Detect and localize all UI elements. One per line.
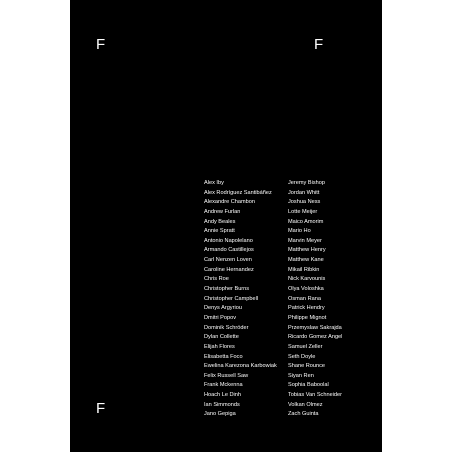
credit-name: Chris Roe <box>204 276 229 283</box>
credit-name: Olya Voloshka <box>288 286 324 293</box>
credit-name: Ewelina Karezona Karbowiak <box>204 363 277 370</box>
credit-name: Matthew Henry <box>288 247 326 254</box>
credit-name: Mikail Ribkin <box>288 266 320 273</box>
credit-name: Jordan Whitt <box>288 189 320 196</box>
credit-name: Osman Rana <box>288 295 321 302</box>
credit-name: Dmitri Popov <box>204 314 237 321</box>
credit-name: Caroline Hernandez <box>204 266 254 273</box>
credits-page <box>70 0 382 452</box>
credit-name: Ian Simmonds <box>204 401 240 408</box>
credit-name: Ricardo Gomez Angel <box>288 334 343 341</box>
credit-name: Elisabetta Foco <box>204 353 243 360</box>
credit-name: Alexandre Chambon <box>204 199 255 206</box>
credits-column-left <box>204 179 277 420</box>
credit-name: Carl Nenzen Loven <box>204 257 252 264</box>
credit-name: Frank Mckenna <box>204 382 243 389</box>
credit-name: Seth Doyle <box>288 353 316 360</box>
credits-column-right <box>288 179 342 420</box>
credit-name: Przemyslaw Sakrajda <box>288 324 342 331</box>
credit-name: Siyan Ren <box>288 372 314 379</box>
credit-name: Christopher Campbell <box>204 295 259 302</box>
credit-name: Alex Rodríguez Santibáñez <box>204 189 272 196</box>
credit-name: Lotte Meijer <box>288 208 318 215</box>
credit-name: Marvin Meyer <box>288 237 322 244</box>
credit-name: Mario Ho <box>288 228 311 235</box>
credit-name: Shane Rounce <box>288 363 326 370</box>
credit-name: Hoach Le Dinh <box>204 392 242 399</box>
corner-letter-top-right: F <box>314 36 324 53</box>
credit-name: Dominik Schröder <box>204 324 249 331</box>
corner-letter-top-left: F <box>96 36 106 53</box>
credit-name: Denys Argyriou <box>204 305 242 312</box>
credit-name: Jano Gepiga <box>204 411 236 418</box>
credit-name: Andrew Furlan <box>204 208 241 215</box>
credit-name: Elijah Flores <box>204 343 235 350</box>
credit-name: Volkan Olmez <box>288 401 323 408</box>
credit-name: Armando Castillejos <box>204 247 254 254</box>
credit-name: Maico Amorim <box>288 218 324 225</box>
credit-name: Dylan Collette <box>204 334 239 341</box>
credit-name: Jeremy Bishop <box>288 180 325 186</box>
credit-name: Tobias Van Schneider <box>288 392 343 399</box>
credit-name: Antonio Napolelano <box>204 237 253 244</box>
credit-name: Andy Beales <box>204 218 236 225</box>
credit-name: Alex Iby <box>204 180 224 186</box>
credit-name: Matthew Kane <box>288 257 324 264</box>
credit-name: Zach Guinta <box>288 411 319 418</box>
credit-name: Nick Karvounis <box>288 276 326 283</box>
credit-name: Sophia Baboolal <box>288 382 329 389</box>
credit-name: Christopher Burns <box>204 286 250 293</box>
corner-letter-bottom-left: F <box>96 400 106 417</box>
credit-name: Felix Russell Saw <box>204 372 249 379</box>
credit-name: Joshua Ness <box>288 199 321 206</box>
credit-name: Philippe Mignot <box>288 314 327 321</box>
credit-name: Annie Spratt <box>204 228 235 235</box>
credit-name: Patrick Hendry <box>288 305 325 312</box>
credit-name: Samuel Zeller <box>288 343 323 350</box>
